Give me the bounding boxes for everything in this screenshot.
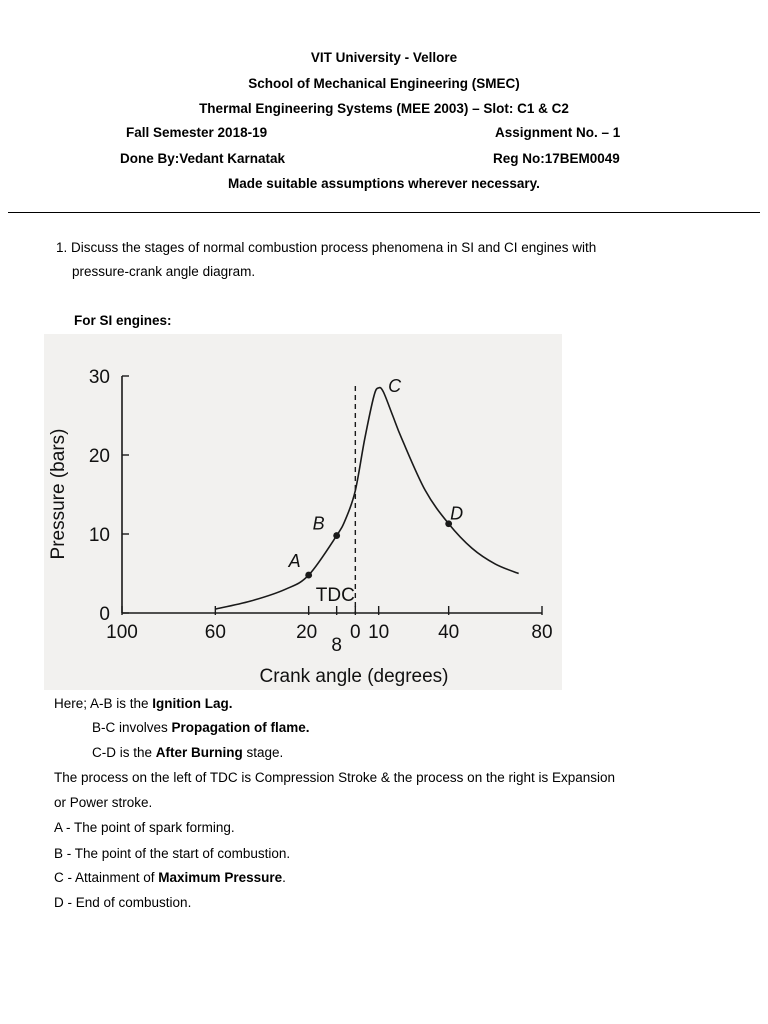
x-tick-label: 60 [204,622,226,643]
x-tick-label: 100 [106,622,138,643]
ab-prefix: Here; A-B is the [54,696,153,711]
x-tick-label: 10 [368,622,390,643]
point-label-a: A [288,551,301,572]
point-d-desc: D - End of combustion. [54,895,192,910]
point-c-prefix: C - Attainment of [54,870,159,885]
y-tick-label: 20 [88,446,110,467]
y-axis-label: Pressure (bars) [48,428,69,560]
course-title: Thermal Engineering Systems (MEE 2003) – Slot: C1 & C2 [199,101,569,116]
cd-line [92,745,283,760]
assumptions-note: Made suitable assumptions wherever necessary. [228,176,540,191]
done-by-label: Done By:Vedant Karnatak [120,151,286,166]
x-tick-label: 20 [296,622,318,643]
x-tick-label: 0 [350,622,361,643]
tdc-label: TDC [315,585,355,606]
after-burning-term: After Burning [155,745,243,760]
semester-label: Fall Semester 2018-19 [126,125,268,140]
point-label-c: C [388,375,402,396]
process-line-1: The process on the left of TDC is Compression Stroke & the process on the right is Expansion [54,770,616,785]
cd-suffix: stage. [242,745,284,760]
bc-prefix: B-C involves [92,720,172,735]
point-b-desc: B - The point of the start of combustion. [54,846,291,861]
point-c-suffix: . [282,870,286,885]
header-divider [8,212,760,213]
question-line-1: 1. Discuss the stages of normal combustion process phenomena in SI and CI engines with [56,240,597,255]
bc-line [92,720,310,735]
university-title: VIT University - Vellore [310,50,458,65]
max-pressure-term: Maximum Pressure [158,870,283,885]
point-label-d: D [450,503,464,524]
process-line-2: or Power stroke. [54,795,153,810]
pressure-crank-angle-chart [44,334,562,690]
point-a-desc: A - The point of spark forming. [54,820,235,835]
point-c-desc [54,870,286,885]
point-marker-a [305,572,312,579]
x-tick-label: 80 [531,622,553,643]
point-label-b: B [312,513,325,534]
question-line-2: pressure-crank angle diagram. [72,264,256,279]
point-marker-b [333,532,340,539]
ignition-lag-term: Ignition Lag. [152,696,233,711]
cd-prefix: C-D is the [92,745,156,760]
propagation-term: Propagation of flame. [171,720,310,735]
x-axis-label: Crank angle (degrees) [259,666,449,687]
y-tick-label: 10 [88,525,110,546]
y-tick-label: 30 [88,367,110,388]
x-tick-label: 40 [438,622,460,643]
assignment-label: Assignment No. – 1 [495,125,621,140]
school-title: School of Mechanical Engineering (SMEC) [248,76,520,91]
ab-line [54,696,233,711]
reg-no-label: Reg No:17BEM0049 [493,151,620,166]
y-tick-label: 0 [99,604,110,625]
x-tick-label: 8 [331,635,342,656]
si-engines-heading: For SI engines: [74,313,172,328]
